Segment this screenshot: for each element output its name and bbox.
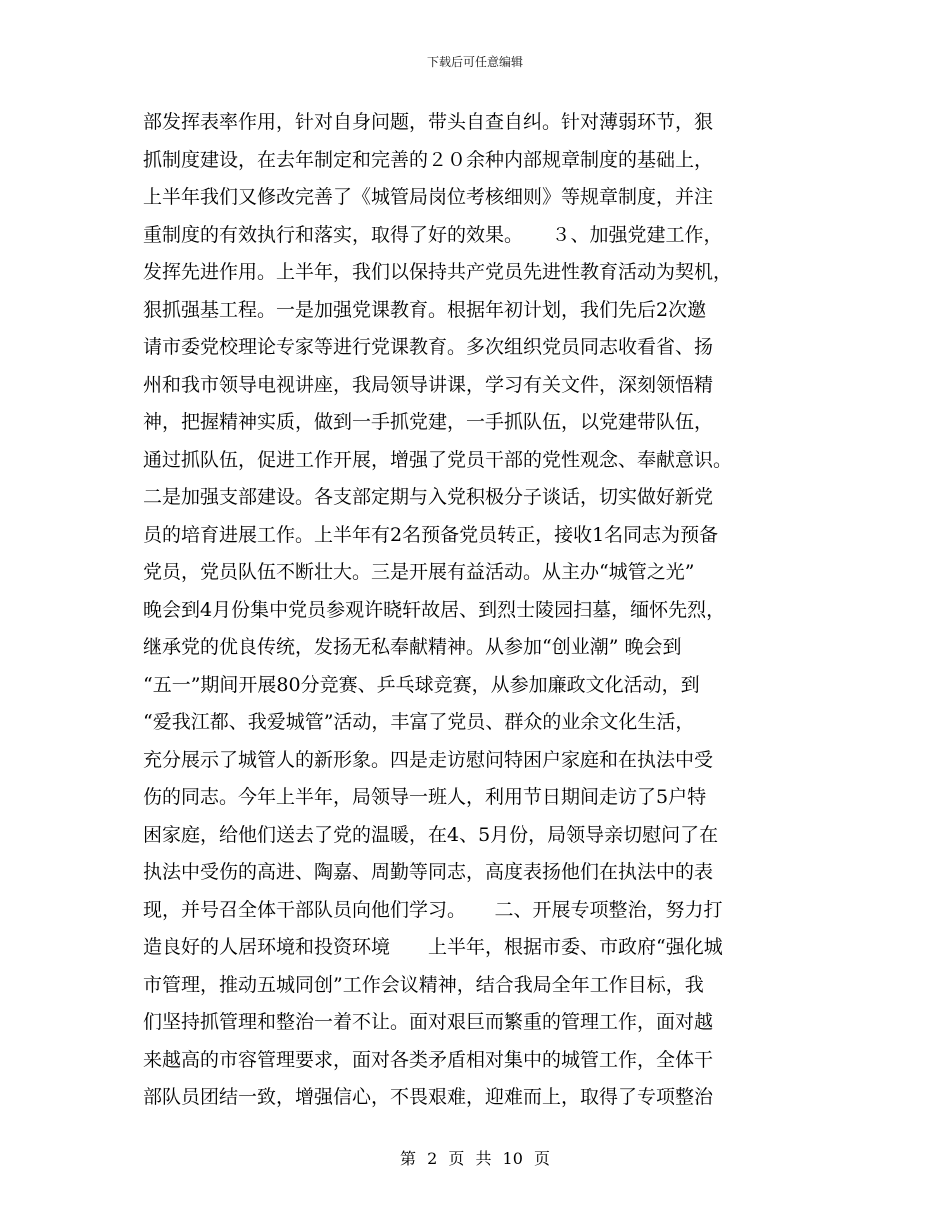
body-line: 二是加强支部建设。各支部定期与入党积极分子谈话，切实做好新党 <box>143 486 714 508</box>
document-body <box>143 104 815 1117</box>
body-line: 部队员团结一致，增强信心，不畏艰难，迎难而上，取得了专项整治 <box>143 1086 714 1108</box>
body-line: “爱我江都、我爱城管”活动，丰富了党员、群众的业余文化生活， <box>143 711 695 733</box>
page-header-note: 下载后可任意编辑 <box>426 55 523 69</box>
body-line: 造良好的人居环境和投资环境 上半年，根据市委、市政府“强化城 <box>143 936 723 958</box>
body-line: 发挥先进作用。上半年，我们以保持共产党员先进性教育活动为契机， <box>143 261 733 283</box>
body-line: 伤的同志。今年上半年，局领导一班人，利用节日期间走访了5户特 <box>143 786 707 808</box>
body-line: 州和我市领导电视讲座，我局领导讲课，学习有关文件，深刻领悟精 <box>143 373 714 396</box>
body-line: 部发挥表率作用，针对自身问题，带头自查自纠。针对薄弱环节，狠 <box>143 111 714 133</box>
body-line: 党员，党员队伍不断壮大。三是开展有益活动。从主办“城管之光” <box>143 561 695 583</box>
body-line: 上半年我们又修改完善了《城管局岗位考核细则》等规章制度，并注 <box>143 186 714 208</box>
body-line: 员的培育进展工作。上半年有2名预备党员转正，接收1名同志为预备 <box>143 523 719 546</box>
body-line: 市管理，推动五城同创”工作会议精神，结合我局全年工作目标，我 <box>143 973 704 996</box>
body-line: 困家庭，给他们送去了党的温暖，在4、5月份，局领导亲切慰问了在 <box>143 823 719 846</box>
body-line: “五一”期间开展80分竞赛、乒乓球竞赛，从参加廉政文化活动，到 <box>143 673 700 696</box>
body-line: 晚会到4月份集中党员参观许晓轩故居、到烈士陵园扫墓，缅怀先烈， <box>143 598 726 621</box>
body-line: 请市委党校理论专家等进行党课教育。多次组织党员同志收看省、扬 <box>143 336 714 358</box>
body-line: 狠抓强基工程。一是加强党课教育。根据年初计划，我们先后2次邀 <box>143 298 707 321</box>
body-line: 现，并号召全体干部队员向他们学习。 二、开展专项整治，努力打 <box>143 898 723 921</box>
body-line: 通过抓队伍，促进工作开展，增强了党员干部的党性观念、奉献意识。 <box>143 448 733 471</box>
body-line: 来越高的市容管理要求，面对各类矛盾相对集中的城管工作，全体干 <box>143 1048 714 1071</box>
body-line: 们坚持抓管理和整治一着不让。面对艰巨而繁重的管理工作，面对越 <box>143 1011 714 1033</box>
body-line: 执法中受伤的高进、陶嘉、周勤等同志，高度表扬他们在执法中的表 <box>143 861 714 883</box>
body-line: 重制度的有效执行和落实，取得了好的效果。 ３、加强党建工作， <box>143 223 723 246</box>
body-line: 继承党的优良传统，发扬无私奉献精神。从参加“创业潮” 晚会到 <box>143 636 682 658</box>
body-line: 神，把握精神实质，做到一手抓党建，一手抓队伍，以党建带队伍， <box>143 411 714 433</box>
body-line: 抓制度建设，在去年制定和完善的２０余种内部规章制度的基础上， <box>143 148 714 171</box>
body-line: 充分展示了城管人的新形象。四是走访慰问特困户家庭和在执法中受 <box>143 748 714 771</box>
page-number-footer: 第 2 页 共 10 页 <box>400 1149 550 1168</box>
